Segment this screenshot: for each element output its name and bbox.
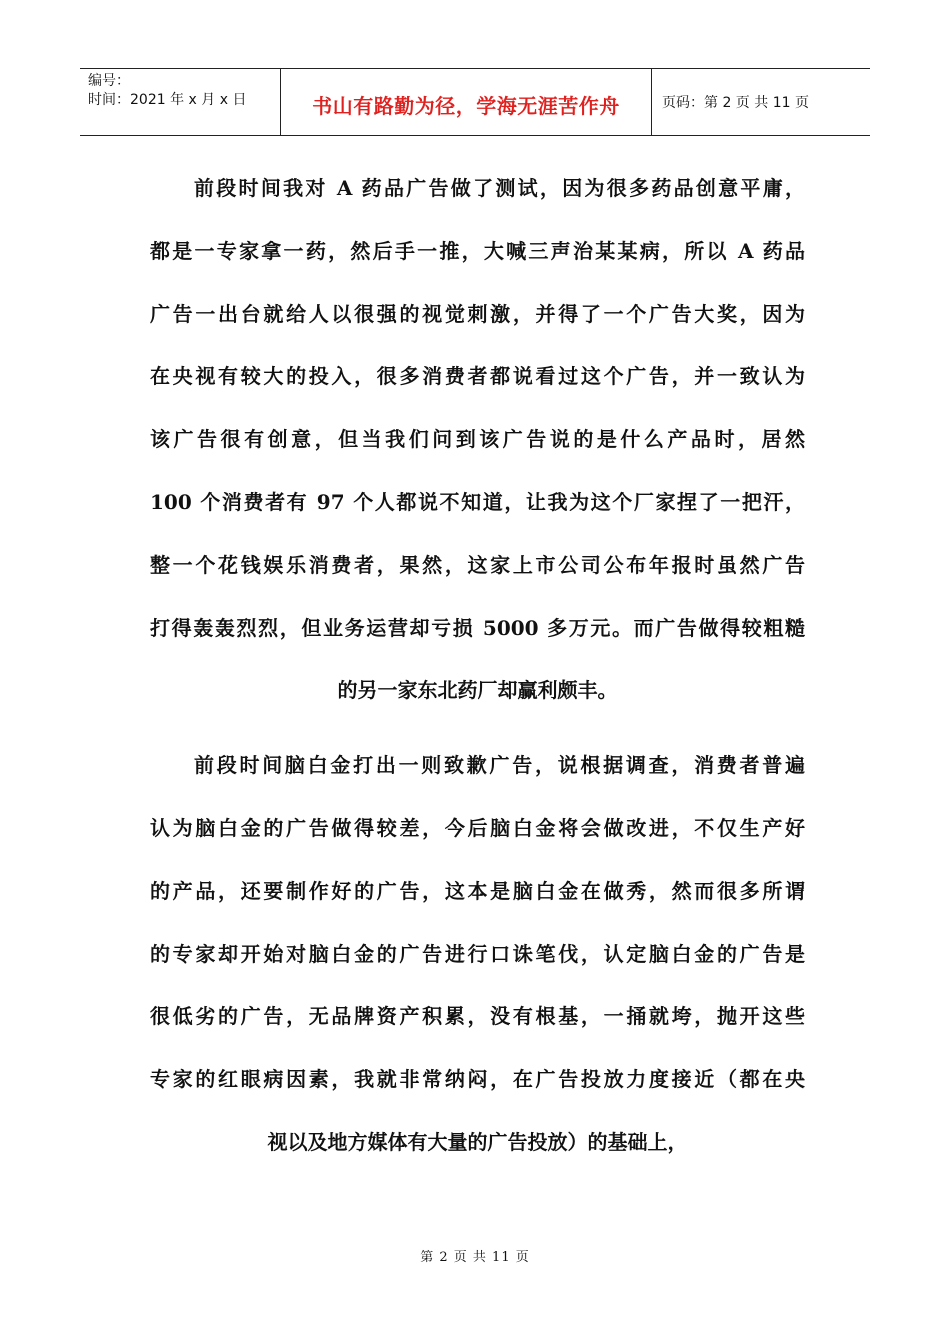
- text-line: 打得轰轰烈烈，但业务运营却亏损 5000 多万元。而广告做得较粗糙: [150, 615, 805, 640]
- text-line: 广告一出台就给人以很强的视觉刺激，并得了一个广告大奖，因为: [150, 301, 805, 326]
- text-line: 视以及地方媒体有大量的广告投放）的基础上，: [267, 1129, 688, 1154]
- text-line: 的专家却开始对脑白金的广告进行口诛笔伐，认定脑白金的广告是: [150, 941, 805, 966]
- paragraph-2: [150, 734, 805, 1174]
- document-time-label: 时间：2021 年 x 月 x 日: [88, 92, 247, 108]
- document-number-label: 编号：: [88, 73, 130, 89]
- text-line: 整一个花钱娱乐消费者，果然，这家上市公司公布年报时虽然广告: [150, 552, 805, 577]
- text-line: 该广告很有创意，但当我们问到该广告说的是什么产品时，居然: [150, 427, 805, 452]
- text-line: 专家的红眼病因素，我就非常纳闷，在广告投放力度接近（都在央: [150, 1067, 805, 1092]
- document-body: [150, 157, 805, 1174]
- text-line: 在央视有较大的投入，很多消费者都说看过这个广告，并一致认为: [150, 364, 805, 389]
- text-line: 前段时间我对 A 药品广告做了测试，因为很多药品创意平庸，: [194, 176, 805, 200]
- paragraph-gap: [150, 722, 805, 734]
- paragraph-1: [150, 157, 805, 722]
- text-line: 的另一家东北药厂却赢利颇丰。: [337, 678, 618, 703]
- text-line: 认为脑白金的广告做得较差，今后脑白金将会做改进，不仅生产好: [150, 815, 805, 840]
- text-line: 100 个消费者有 97 个人都说不知道，让我为这个厂家捏了一把汗，: [150, 489, 805, 514]
- text-line: 都是一专家拿一药，然后手一推，大喊三声治某某病，所以 A 药品: [150, 238, 805, 263]
- header-meta: [80, 69, 281, 135]
- text-line: 的产品，还要制作好的广告，这本是脑白金在做秀，然而很多所谓: [150, 878, 805, 903]
- text-line: 很低劣的广告，无品牌资产积累，没有根基，一捅就垮，抛开这些: [150, 1004, 805, 1029]
- header-motto: 书山有路勤为径，学海无涯苦作舟: [281, 69, 652, 135]
- page-header: [80, 68, 870, 136]
- header-page-code: 页码：第 2 页 共 11 页: [662, 95, 809, 111]
- page-footer: 第 2 页 共 11 页: [420, 1250, 530, 1265]
- text-line: 前段时间脑白金打出一则致歉广告，说根据调查，消费者普遍: [194, 753, 805, 778]
